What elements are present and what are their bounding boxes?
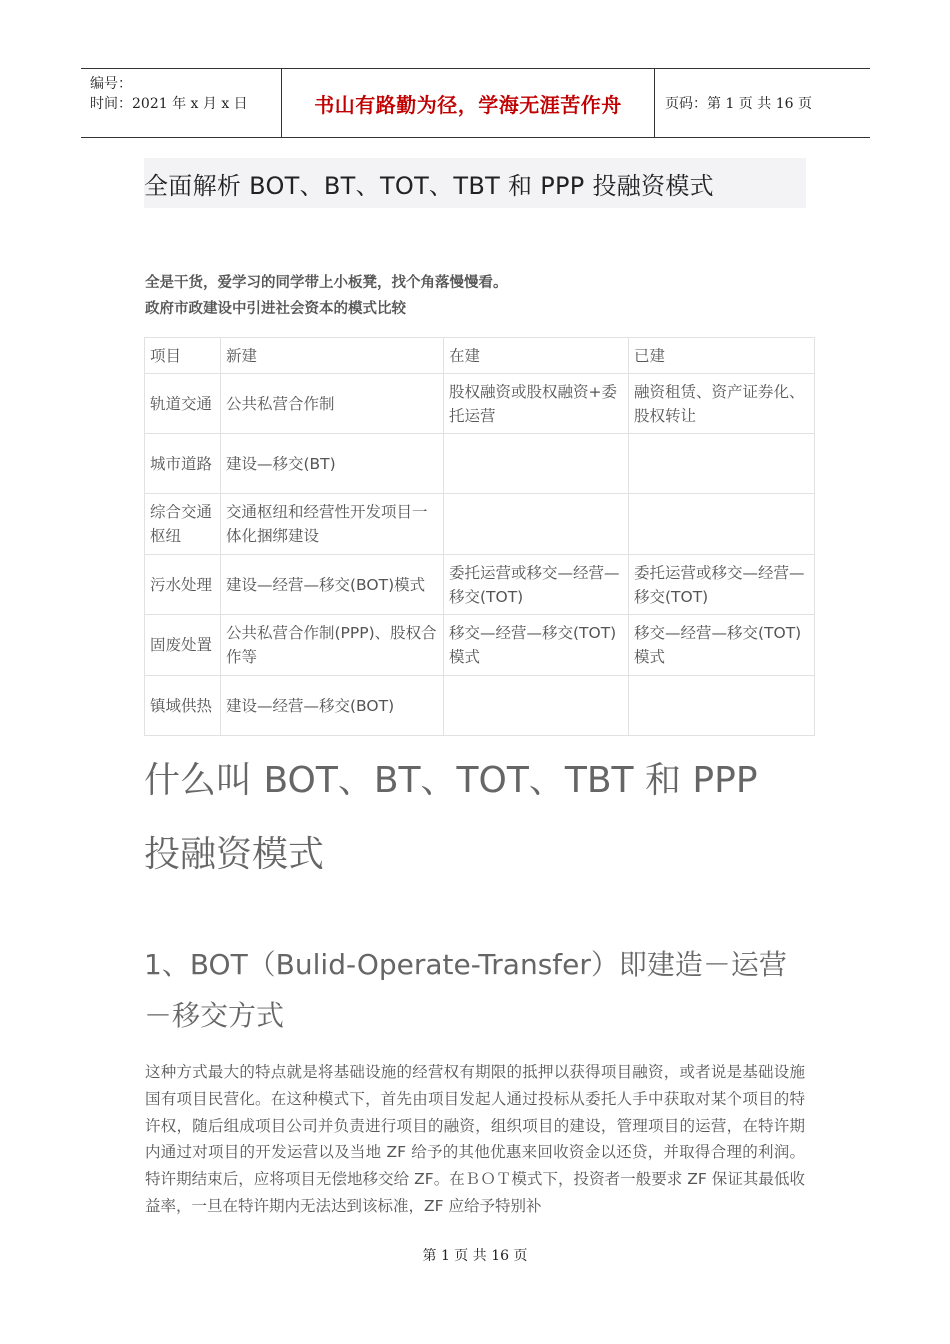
header-page-cell (655, 69, 870, 137)
table-cell: 综合交通枢纽 (145, 494, 221, 555)
table-cell: 公共私营合作制 (221, 374, 444, 434)
subsection-heading-line-1: 1、BOT（Bulid-Operate-Transfer）即建造－运营 (144, 948, 787, 981)
document-title-box (144, 158, 806, 208)
table-row (145, 374, 815, 434)
time-label: 时间：2021 年 x 月 x 日 (90, 96, 248, 112)
table-header-cell: 项目 (145, 338, 221, 374)
table-cell: 移交—经营—移交(TOT)模式 (444, 615, 629, 676)
body-paragraph: 这种方式最大的特点就是将基础设施的经营权有期限的抵押以获得项目融资，或者说是基础设施国有项目民营化。在这种模式下，首先由项目发起人通过投标从委托人手中获取对某个项目的特许权，随后组成项目公司并负责进行项目的融资，组织项目的建设，管理项目的运营，在特许期内通过对项目的开发运营以及当地 ZF 给予的其他优惠来回收资金以还贷，并取得合理的利润。特许期结束后，应将项目无偿地移交给 ZF。在ＢＯＴ模式下，投资者一般要求 ZF 保证其最低收益率，一旦在特许期内无法达到该标准，ZF 应给予特别补 (145, 1063, 805, 1215)
table-cell: 建设—移交(BT) (221, 434, 444, 494)
table-cell (444, 494, 629, 555)
table-cell: 污水处理 (145, 555, 221, 615)
comparison-table (144, 337, 815, 736)
table-cell (629, 494, 815, 555)
table-row (145, 555, 815, 615)
document-header (81, 68, 870, 138)
table-cell: 建设—经营—移交(BOT)模式 (221, 555, 444, 615)
table-cell: 镇域供热 (145, 676, 221, 736)
intro-line-2: 政府市政建设中引进社会资本的模式比较 (145, 301, 406, 317)
table-cell: 城市道路 (145, 434, 221, 494)
table-cell (444, 676, 629, 736)
table-row (145, 615, 815, 676)
table-cell (629, 434, 815, 494)
table-cell: 股权融资或股权融资+委托运营 (444, 374, 629, 434)
subsection-heading-line-2: －移交方式 (144, 999, 285, 1032)
table-cell (629, 676, 815, 736)
table-cell: 轨道交通 (145, 374, 221, 434)
header-meta-cell (81, 69, 282, 137)
page-footer: 第 1 页 共 16 页 (422, 1248, 528, 1264)
number-label: 编号： (90, 76, 132, 92)
table-header-cell: 已建 (629, 338, 815, 374)
table-cell: 建设—经营—移交(BOT) (221, 676, 444, 736)
table-cell: 融资租赁、资产证券化、股权转让 (629, 374, 815, 434)
table-cell: 交通枢纽和经营性开发项目一体化捆绑建设 (221, 494, 444, 555)
table-row (145, 676, 815, 736)
page-info: 页码：第 1 页 共 16 页 (665, 96, 812, 112)
table-row (145, 494, 815, 555)
table-cell: 委托运营或移交—经营—移交(TOT) (444, 555, 629, 615)
intro-line-1: 全是干货，爱学习的同学带上小板凳，找个角落慢慢看。 (145, 275, 508, 291)
document-title: 全面解析 BOT、BT、TOT、TBT 和 PPP 投融资模式 (144, 171, 714, 200)
table-cell: 移交—经营—移交(TOT)模式 (629, 615, 815, 676)
section-heading-line-2: 投融资模式 (144, 834, 325, 875)
header-motto-cell (282, 69, 655, 137)
table-row (145, 434, 815, 494)
table-cell: 公共私营合作制(PPP)、股权合作等 (221, 615, 444, 676)
table-header-cell: 在建 (444, 338, 629, 374)
table-header-cell: 新建 (221, 338, 444, 374)
table-header-row (145, 338, 815, 374)
table-cell: 固废处置 (145, 615, 221, 676)
section-heading-line-1: 什么叫 BOT、BT、TOT、TBT 和 PPP (144, 760, 758, 801)
table-cell: 委托运营或移交—经营—移交(TOT) (629, 555, 815, 615)
motto: 书山有路勤为径，学海无涯苦作舟 (314, 92, 622, 117)
table-cell (444, 434, 629, 494)
